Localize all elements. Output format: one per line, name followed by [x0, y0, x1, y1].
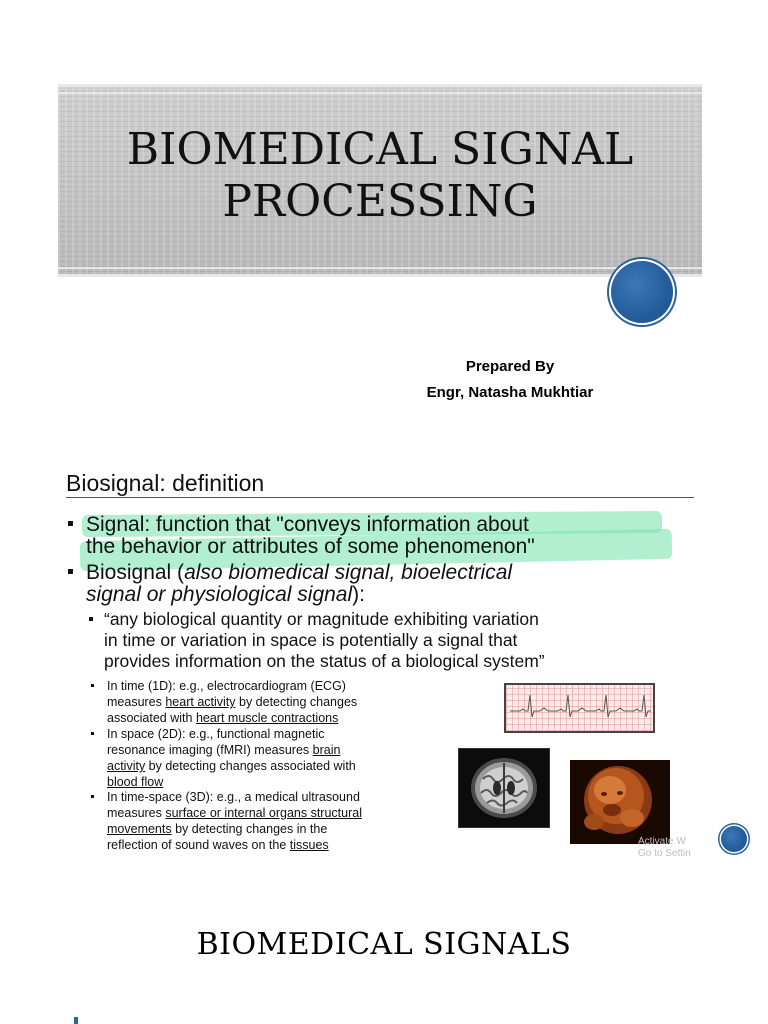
- space-2d-line-3: activity by detecting changes associated with: [107, 759, 356, 773]
- time-space-3d-line-2: measures surface or internal organs structural: [107, 806, 362, 820]
- title-banner: [58, 84, 702, 277]
- bullet-icon: [91, 795, 94, 798]
- signal-definition-line-1: Signal: function that "conveys information about: [86, 513, 529, 536]
- author-name: Engr, Natasha Mukhtiar: [426, 384, 594, 401]
- quote-line-2: in time or variation in space is potentially a signal that: [104, 630, 518, 650]
- bullet-icon: [89, 617, 93, 621]
- time-space-3d-line-1: In time-space (3D): e.g., a medical ultrasound: [107, 790, 360, 804]
- bullet-icon: [91, 684, 94, 687]
- space-2d-line-2: resonance imaging (fMRI) measures brain: [107, 743, 341, 757]
- quote-line-3: provides information on the status of a biological system”: [104, 651, 545, 671]
- time-1d-line-1: In time (1D): e.g., electrocardiogram (ECG): [107, 679, 346, 693]
- time-space-3d-line-4: reflection of sound waves on the tissues: [107, 838, 329, 852]
- ecg-trace-icon: [506, 685, 653, 731]
- bullet-icon: [68, 569, 73, 574]
- author-block: [380, 354, 640, 406]
- prepared-by-label: Prepared By: [465, 358, 555, 375]
- brain-scan-icon: [459, 749, 549, 827]
- slide-accent-mark: [74, 1017, 78, 1024]
- page-title: [58, 124, 702, 228]
- time-1d-line-2: measures heart activity by detecting changes: [107, 695, 358, 709]
- decorative-circle-icon: [721, 826, 747, 852]
- bullet-icon: [68, 521, 73, 526]
- biosignal-line-2: signal or physiological signal):: [86, 583, 365, 606]
- watermark-line-1: Activate W: [638, 836, 686, 847]
- ecg-image: [504, 683, 655, 733]
- watermark-line-2: Go to Settin: [638, 848, 691, 859]
- space-2d-line-4: blood flow: [107, 775, 164, 789]
- space-2d-line-1: In space (2D): e.g., functional magnetic: [107, 727, 325, 741]
- activation-watermark: [638, 836, 698, 860]
- definition-heading: Biosignal: definition: [66, 470, 265, 496]
- title-line-1: BIOMEDICAL SIGNAL: [126, 124, 634, 175]
- fmri-brain-image: [458, 748, 550, 828]
- heading-divider: [66, 497, 694, 498]
- time-space-3d-line-3: movements by detecting changes in the: [107, 822, 328, 836]
- quote-line-1: “any biological quantity or magnitude exhibiting variation: [104, 609, 539, 629]
- section-title: BIOMEDICAL SIGNALS: [196, 927, 572, 962]
- fetus-ultrasound-icon: [570, 760, 670, 844]
- title-line-2: PROCESSING: [222, 176, 538, 227]
- ultrasound-3d-image: [570, 760, 670, 844]
- biosignal-line-1: Biosignal (also biomedical signal, bioelectrical: [86, 561, 513, 584]
- time-1d-line-3: associated with heart muscle contractions: [107, 711, 339, 725]
- decorative-circle-icon: [611, 261, 673, 323]
- bullet-icon: [91, 732, 94, 735]
- signal-definition-line-2: the behavior or attributes of some phenomenon": [86, 535, 535, 558]
